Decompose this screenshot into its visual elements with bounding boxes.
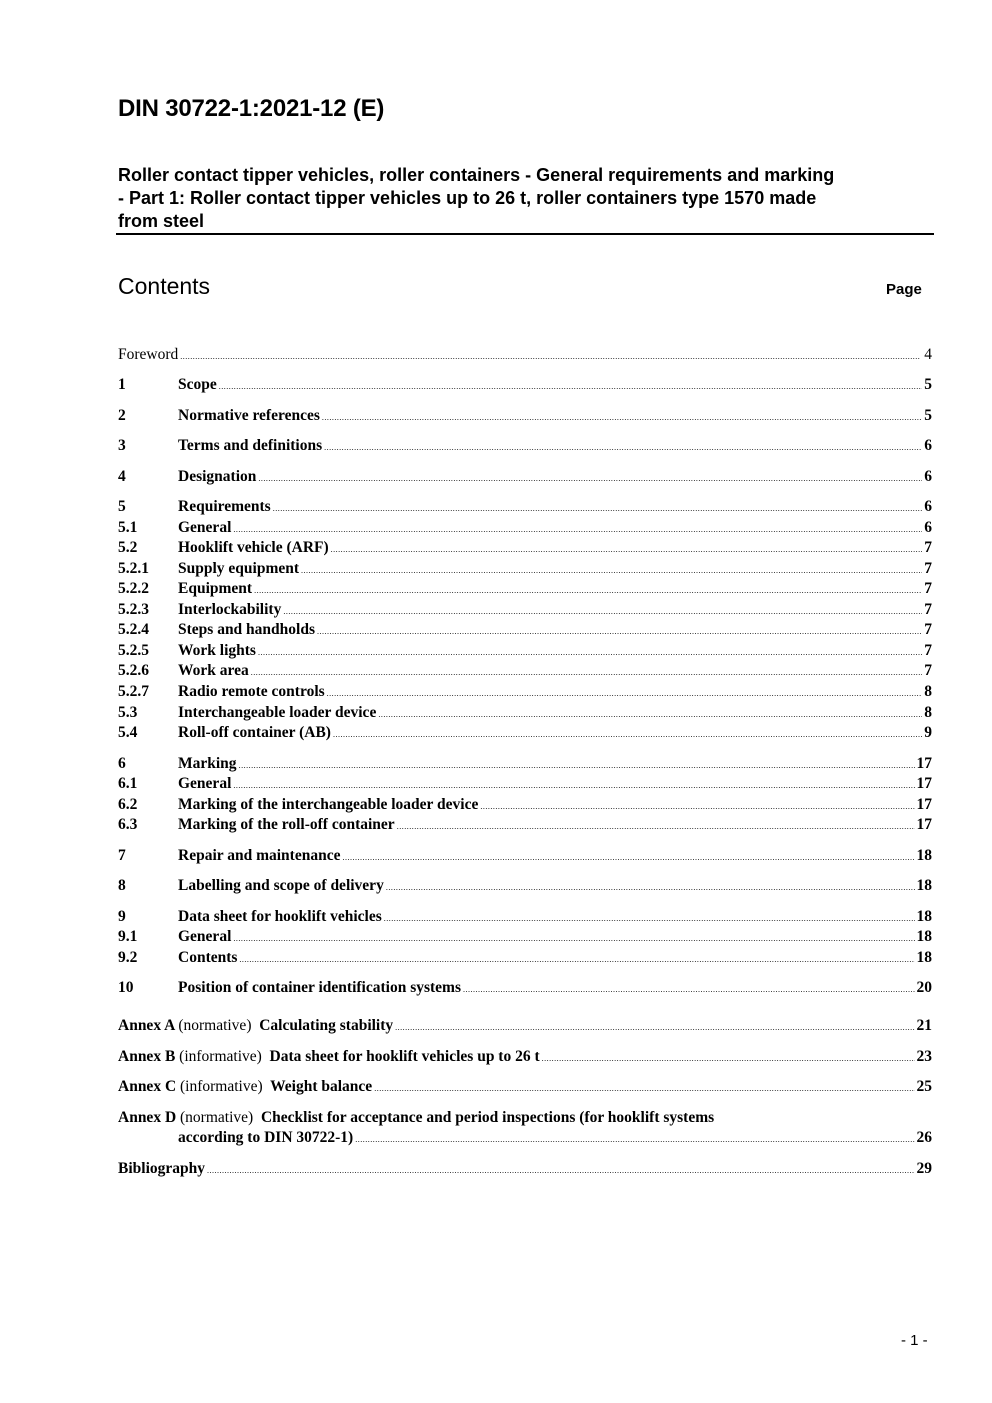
toc-entry[interactable]: [118, 815, 932, 835]
toc-entry-title: Marking: [178, 755, 237, 772]
annex-page: 26: [916, 1129, 932, 1146]
toc-entry-title: Interchangeable loader device: [178, 704, 377, 721]
annex-page: 25: [916, 1078, 932, 1095]
annex-prefix: Annex A: [118, 1017, 175, 1034]
annex-title: [118, 1047, 540, 1067]
toc-entry-title: Steps and handholds: [178, 621, 315, 638]
toc-entry-title: Equipment: [178, 580, 253, 597]
toc-entry-page: 5: [924, 407, 932, 424]
toc-entry[interactable]: [118, 754, 932, 774]
toc-entry-title: Marking of the roll-off container: [178, 816, 395, 833]
toc-entry-page: 18: [916, 908, 932, 925]
toc-entry[interactable]: [118, 703, 932, 723]
toc-entry-number: 5.4: [118, 724, 138, 741]
toc-entry[interactable]: [118, 375, 932, 395]
toc-entry[interactable]: [118, 948, 932, 968]
toc-entry-number: 6.2: [118, 796, 138, 813]
toc-entry-page: 17: [916, 816, 932, 833]
bibliography-label: Bibliography: [118, 1160, 205, 1177]
annex-title: [118, 1077, 372, 1097]
toc-entry-number: 2: [118, 407, 126, 424]
annex-label: Weight balance: [270, 1078, 373, 1095]
toc-entry[interactable]: [118, 846, 932, 866]
toc-entry-page: 20: [916, 979, 932, 996]
annex-kind: (normative): [178, 1017, 252, 1034]
toc-entry-number: 5.1: [118, 519, 138, 536]
annex-page: 21: [916, 1017, 932, 1034]
toc-entry[interactable]: [118, 774, 932, 794]
toc-entry-title: Work area: [178, 662, 249, 679]
toc-entry-number: 5.2.7: [118, 683, 149, 700]
toc-entry-number: 5.2.2: [118, 580, 149, 597]
toc-entry-number: 5.2: [118, 539, 138, 556]
toc-entry[interactable]: [118, 723, 932, 743]
document-title-line: Roller contact tipper vehicles, roller containers - General requirements and marking: [118, 165, 835, 185]
page-column-heading: Page: [886, 281, 922, 298]
toc-entry-page: 7: [924, 539, 932, 556]
toc-entry-title: Marking of the interchangeable loader device: [178, 796, 479, 813]
toc-entry[interactable]: [118, 927, 932, 947]
annex-kind: (informative): [179, 1048, 262, 1065]
toc-entry[interactable]: [118, 497, 932, 517]
toc-entry-number: 6: [118, 755, 126, 772]
toc-entry-page: 6: [924, 519, 932, 536]
toc-entry[interactable]: [118, 978, 932, 998]
toc-entry[interactable]: [118, 436, 932, 456]
toc-annex-entry[interactable]: [118, 1047, 932, 1067]
toc-entry-number: 10: [118, 979, 134, 996]
page-number-footer: - 1 -: [901, 1332, 928, 1349]
toc-entry-number: 5.2.4: [118, 621, 149, 638]
toc-entry-title: Hooklift vehicle (ARF): [178, 539, 329, 556]
toc-entry-title: Requirements: [178, 498, 271, 515]
document-title: [118, 164, 918, 233]
toc-entry-title: Roll-off container (AB): [178, 724, 331, 741]
toc-entry-number: 9.1: [118, 928, 138, 945]
toc-entry-page: 18: [916, 928, 932, 945]
toc-entry-page: 17: [916, 775, 932, 792]
toc-entry[interactable]: [118, 641, 932, 661]
toc-entry[interactable]: [118, 538, 932, 558]
toc-annex-entry[interactable]: [118, 1016, 932, 1036]
toc-entry-page: 7: [924, 642, 932, 659]
annex-kind: (normative): [180, 1109, 254, 1126]
toc-entry-page: 7: [924, 621, 932, 638]
toc-entry-page: 4: [924, 346, 932, 363]
toc-entry-page: 18: [916, 949, 932, 966]
toc-entry-page: 17: [916, 796, 932, 813]
toc-entry-title: Normative references: [178, 407, 320, 424]
toc-entry-number: 9: [118, 908, 126, 925]
toc-entry[interactable]: [118, 467, 932, 487]
annex-title: [118, 1016, 393, 1036]
toc-entry-number: 5: [118, 498, 126, 515]
contents-heading: Contents: [118, 273, 211, 299]
toc-annex-entry[interactable]: [118, 1108, 932, 1128]
annex-prefix: Annex B: [118, 1048, 176, 1065]
toc-annex-entry-continuation[interactable]: [118, 1128, 932, 1148]
annex-label: Checklist for acceptance and period inspections (for hooklift systems: [260, 1109, 715, 1126]
annex-label: Calculating stability: [259, 1017, 394, 1034]
toc-entry-title: Work lights: [178, 642, 256, 659]
toc-entry-page: 6: [924, 498, 932, 515]
toc-annex-entry[interactable]: [118, 1077, 932, 1097]
toc-entry[interactable]: [118, 600, 932, 620]
toc-entry-page: 8: [924, 683, 932, 700]
toc-entry-page: 6: [924, 468, 932, 485]
annex-prefix: Annex D: [118, 1109, 177, 1126]
toc-entry-page: 9: [924, 724, 932, 741]
toc-entry[interactable]: [118, 345, 932, 365]
toc-entry-number: 5.2.3: [118, 601, 149, 618]
toc-bibliography-entry[interactable]: [118, 1159, 932, 1179]
toc-entry-number: 8: [118, 877, 126, 894]
toc-entry-page: 17: [916, 755, 932, 772]
toc-entry-title: General: [178, 928, 232, 945]
toc-entry[interactable]: [118, 682, 932, 702]
toc-entry-number: 1: [118, 376, 126, 393]
title-divider: [116, 233, 934, 235]
toc-entry-title: Radio remote controls: [178, 683, 325, 700]
toc-entry-page: 7: [924, 662, 932, 679]
annex-page: 23: [916, 1048, 932, 1065]
toc-entry-number: 6.3: [118, 816, 138, 833]
toc-entry-number: 5.2.5: [118, 642, 149, 659]
toc-entry-title: Supply equipment: [178, 560, 300, 577]
toc-entry-page: 7: [924, 580, 932, 597]
toc-entry[interactable]: [118, 406, 932, 426]
toc-entry[interactable]: [118, 876, 932, 896]
toc-entry-page: 7: [924, 601, 932, 618]
annex-label: Data sheet for hooklift vehicles up to 26 t: [269, 1048, 540, 1065]
toc-entry-title: General: [178, 519, 232, 536]
document-title-line: - Part 1: Roller contact tipper vehicles up to 26 t, roller containers type 1570 made: [118, 188, 817, 208]
toc-entry-page: 18: [916, 847, 932, 864]
toc-entry[interactable]: [118, 620, 932, 640]
toc-entry-title: Designation: [178, 468, 257, 485]
toc-entry-title: Scope: [178, 376, 217, 393]
toc-entry-title: Foreword: [118, 346, 179, 363]
toc-entry[interactable]: [118, 661, 932, 681]
toc-entry-number: 6.1: [118, 775, 138, 792]
toc-entry-number: 9.2: [118, 949, 138, 966]
toc-entry-page: 6: [924, 437, 932, 454]
toc-entry-number: 7: [118, 847, 126, 864]
toc-entry-title: Labelling and scope of delivery: [178, 877, 384, 894]
toc-entry-number: 5.2.1: [118, 560, 149, 577]
toc-entry[interactable]: [118, 559, 932, 579]
toc-entry-title: Contents: [178, 949, 238, 966]
toc-entry-page: 7: [924, 560, 932, 577]
toc-entry-number: 5.3: [118, 704, 138, 721]
toc-entry[interactable]: [118, 579, 932, 599]
bibliography-page: 29: [916, 1160, 932, 1177]
document-id: DIN 30722-1:2021-12 (E): [118, 95, 385, 122]
toc-entry-title: Interlockability: [178, 601, 282, 618]
document-title-line: from steel: [118, 211, 205, 231]
toc-entry-title: Terms and definitions: [178, 437, 323, 454]
toc-entry-number: 4: [118, 468, 126, 485]
annex-kind: (informative): [180, 1078, 263, 1095]
toc-entry[interactable]: [118, 795, 932, 815]
toc-entry[interactable]: [118, 518, 932, 538]
toc-entry-title: General: [178, 775, 232, 792]
toc-entry-title: Position of container identification systems: [178, 979, 462, 996]
annex-label-continuation: according to DIN 30722-1): [178, 1129, 354, 1146]
toc-entry-title: Data sheet for hooklift vehicles: [178, 908, 382, 925]
annex-prefix: Annex C: [118, 1078, 177, 1095]
toc-entry-title: Repair and maintenance: [178, 847, 341, 864]
toc-entry-page: 18: [916, 877, 932, 894]
toc-entry-page: 5: [924, 376, 932, 393]
toc-entry-number: 3: [118, 437, 126, 454]
toc-entry[interactable]: [118, 907, 932, 927]
toc-entry-number: 5.2.6: [118, 662, 149, 679]
toc-entry-page: 8: [924, 704, 932, 721]
